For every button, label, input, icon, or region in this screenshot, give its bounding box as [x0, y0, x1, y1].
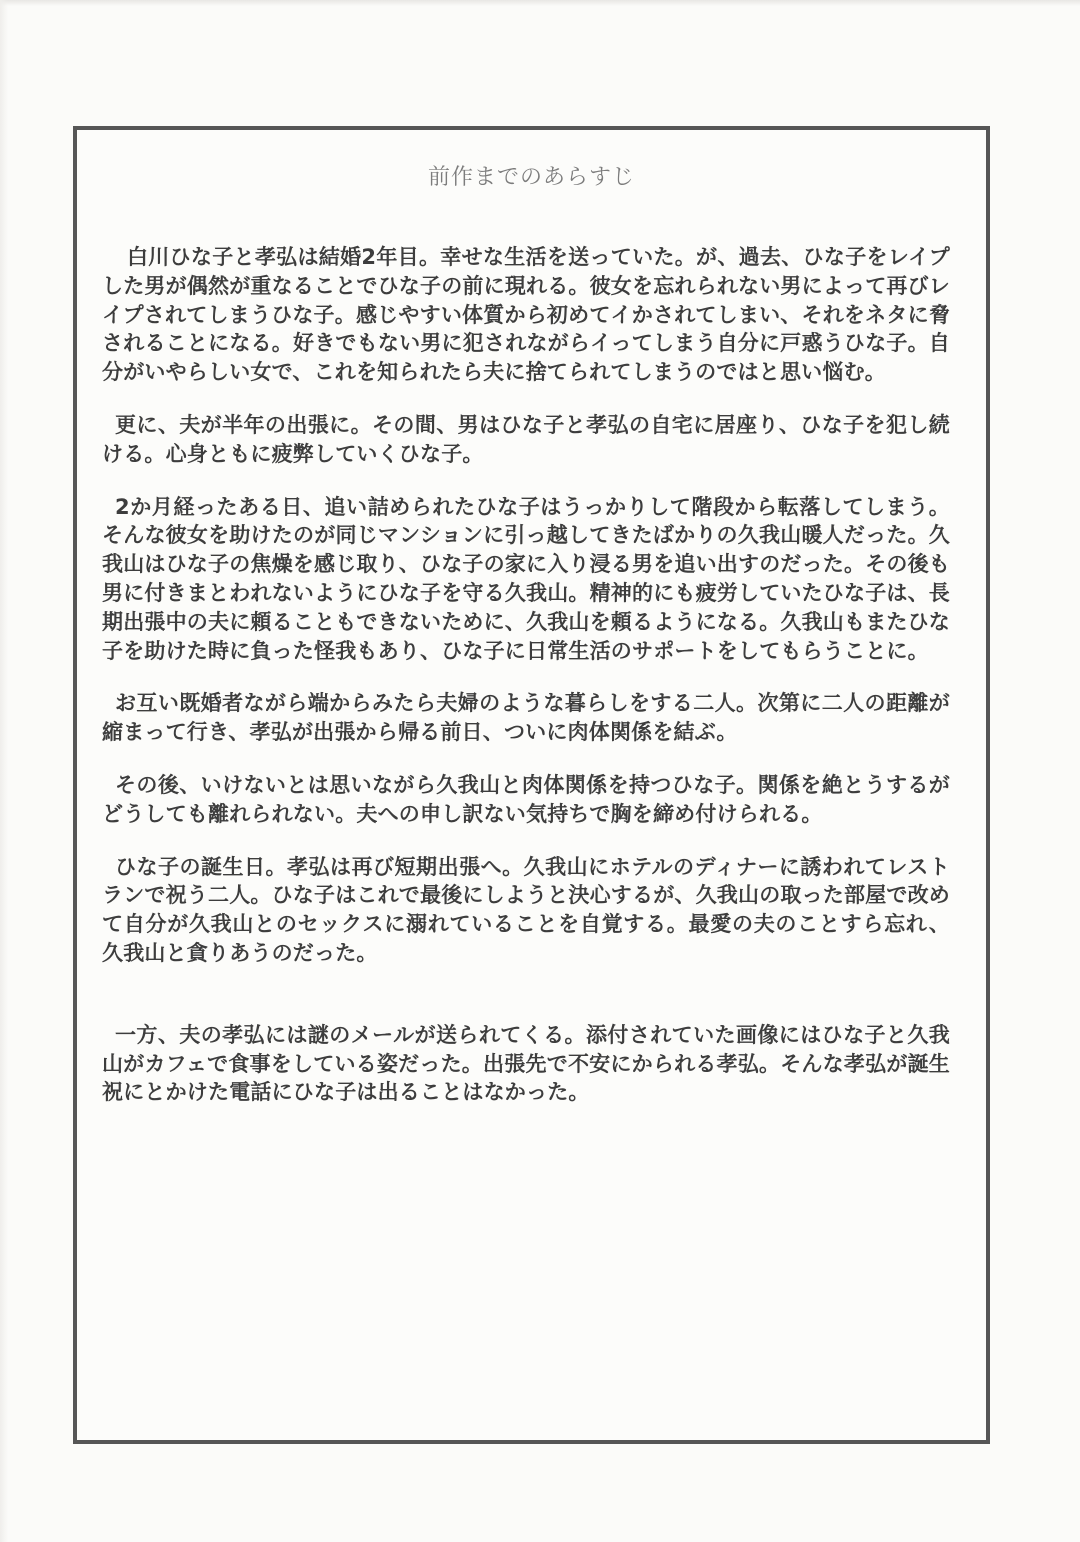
- synopsis-paragraph: お互い既婚者ながら端からみたら夫婦のような暮らしをする二人。次第に二人の距離が縮まって行き、孝弘が出張から帰る前日、ついに肉体関係を結ぶ。: [102, 691, 950, 745]
- synopsis-paragraph: 2か月経ったある日、追い詰められたひな子はうっかりして階段から転落してしまう。そんな彼女を助けたのが同じマンションに引っ越してきたばかりの久我山暖人だった。久我山はひな子の焦燥を感じ取り、ひな子の家に入り浸る男を追い出すのだった。その後も男に付きまとわれないようにひな子を守る久我山。精神的にも疲労していたひな子は、長期出張中の夫に頼ることもできないために、久我山を頼るようになる。久我山もまたひな子を助けた時に負った怪我もあり、ひな子に日常生活のサポートをしてもらうことに。: [102, 494, 950, 663]
- synopsis-paragraph: 一方、夫の孝弘には謎のメールが送られてくる。添付されていた画像にはひな子と久我山がカフェで食事をしている姿だった。出張先で不安にかられる孝弘。そんな孝弘が誕生祝にとかけた電話にひな子は出ることはなかった。: [102, 1022, 950, 1105]
- scan-edge-left: [0, 0, 8, 1542]
- scan-edge-top: [0, 0, 1080, 6]
- synopsis-paragraph: ひな子の誕生日。孝弘は再び短期出張へ。久我山にホテルのディナーに誘われてレストランで祝う二人。ひな子はこれで最後にしようと決心するが、久我山の取った部屋で改めて自分が久我山とのセックスに溺れていることを自覚する。最愛の夫のことすら忘れ、久我山と貪りあうのだった。: [102, 854, 950, 965]
- synopsis-text-block: [102, 243, 950, 1107]
- synopsis-paragraph: 更に、夫が半年の出張に。その間、男はひな子と孝弘の自宅に居座り、ひな子を犯し続ける。心身ともに疲弊していくひな子。: [102, 412, 950, 466]
- page-title: 前作までのあらすじ: [427, 165, 635, 190]
- synopsis-paragraph: その後、いけないとは思いながら久我山と肉体関係を持つひな子。関係を絶とうするがどうしても離れられない。夫への申し訳ない気持ちで胸を締め付けられる。: [102, 772, 950, 826]
- synopsis-frame: [73, 126, 990, 1444]
- synopsis-paragraph: 白川ひな子と孝弘は結婚2年目。幸せな生活を送っていた。が、過去、ひな子をレイプした男が偶然が重なることでひな子の前に現れる。彼女を忘れられない男によって再びレイプされてしまうひな子。感じやすい体質から初めてイかされてしまい、それをネタに脅されることになる。好きでもない男に犯されながらイってしまう自分に戸惑うひな子。自分がいやらしい女で、これを知られたら夫に捨てられてしまうのではと思い悩む。: [102, 245, 950, 385]
